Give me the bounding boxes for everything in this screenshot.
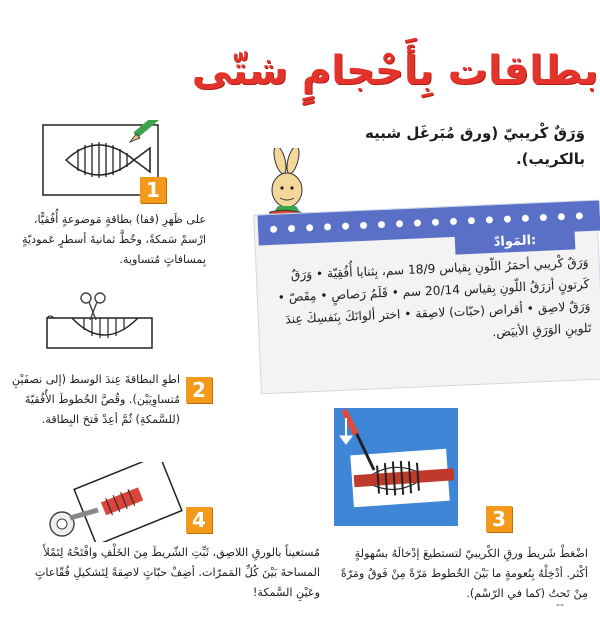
step-number-4: 4 bbox=[186, 507, 212, 533]
step-number-1: 1 bbox=[140, 177, 166, 203]
step-text-4: مُستعيناً بالورقِ اللاصِق، ثَبِّتِ الشّريطَ مِنَ الخَلْفِ وافْتَحْهُ لِتَمْلأَ المساحةَ بَيْنَ كُلِّ المَمرّات. أضِفْ حبّاتٍ لاصِقةً لِتَشكيلِ فُقّاعاتٍ وعَيْنِ السَّمكة! bbox=[34, 546, 320, 599]
step-number-3: 3 bbox=[486, 506, 512, 532]
subtitle: وَرَقٌ كْريبيّ (ورق مُبَرغَل شبيه بالكريب). bbox=[365, 124, 585, 168]
step-text-1: على ظَهرِ (قفا) بطاقةٍ مَوضوعةٍ أُفُقيًّا، ارْسمْ سَمكةً، وخُطَّ ثمانيةَ أسطرٍ عَموديّةٍ بِمسافاتٍ مُتساوية. bbox=[21, 213, 206, 266]
page-number: -- bbox=[556, 598, 564, 611]
page-title: بطاقات بِأَحْجامٍ شتّى bbox=[191, 48, 599, 94]
step-text-2: اطوِ البطاقةَ عِندَ الوسط (إلى نصفَيْنِ مُتساوِيَيْن). وقُصَّ الخُطوطَ الأُفُقيّةَ (للسَّمكةِ) ثُمَّ أعِدْ فَتحَ البِطاقة. bbox=[11, 373, 180, 426]
step-number-2: 2 bbox=[186, 377, 212, 403]
step-text-3: اضْغطْ شَريطَ ورقِ الكْريبيّ لتستطيعَ إدْخالَهُ بسُهولةٍ أكْثر. أدْخِلْهُ بِنُعومةٍ ما بَيْنَ الخُطوط مَرّةً مِنْ فَوقُ ومَرّةً مِنْ تَحتُ (كما في الرّسْم). bbox=[340, 547, 588, 600]
materials-list: وَرَقٌ كْريبي أحمَرُ اللّونِ بِقياس 18/9 سم، بِثنايا أُفُقِيّة • وَرَقٌ كَرتونٍ أزرَقُ اللّونِ بِقياس 20/14 سم • قَلَمُ رَصاصٍ • مِقَصّ • وَرَقٌ لاصِق • أقراص (حبّات) لاصِقة • اختر ألوانَكَ بِنَفسِكَ عِندَ تَلوينِ الوَرَقِ الأبيَض. bbox=[277, 255, 592, 340]
step4-illustration bbox=[44, 462, 184, 542]
step3-photo bbox=[334, 408, 458, 526]
materials-heading: المَوادّ: bbox=[455, 229, 576, 254]
step2-illustration bbox=[42, 290, 162, 352]
scissors-icon bbox=[81, 293, 105, 320]
